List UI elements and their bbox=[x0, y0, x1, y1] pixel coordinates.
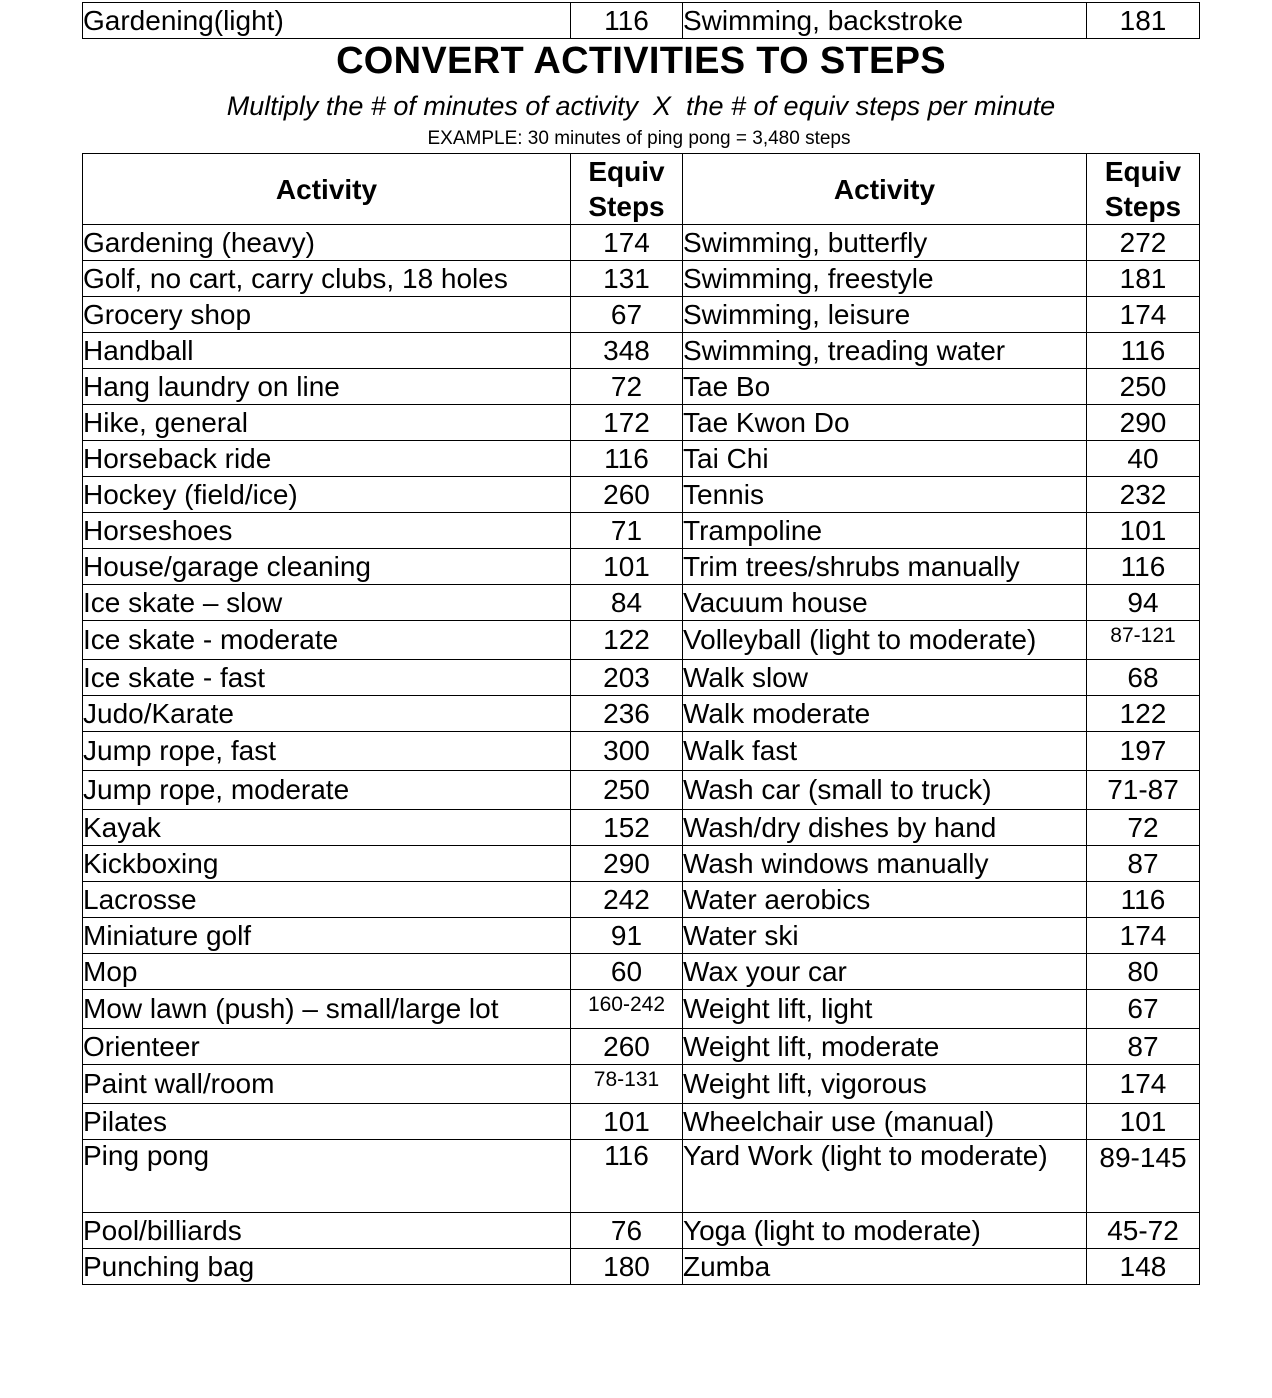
table-row bbox=[83, 1065, 1200, 1104]
activity-cell: Trampoline bbox=[683, 513, 1087, 549]
activity-cell: Ice skate - fast bbox=[83, 660, 571, 696]
activity-cell: Weight lift, light bbox=[683, 990, 1087, 1029]
steps-cell: 84 bbox=[571, 585, 683, 621]
activity-cell: Walk slow bbox=[683, 660, 1087, 696]
example-note: EXAMPLE: 30 minutes of ping pong = 3,480 steps bbox=[427, 128, 851, 149]
steps-cell: 174 bbox=[571, 225, 683, 261]
header-line: Steps bbox=[588, 191, 665, 222]
activity-cell: Vacuum house bbox=[683, 585, 1087, 621]
table-row bbox=[83, 1104, 1200, 1140]
table-row bbox=[83, 918, 1200, 954]
activity-cell: Wash/dry dishes by hand bbox=[683, 810, 1087, 846]
steps-cell: 236 bbox=[571, 696, 683, 732]
steps-cell: 101 bbox=[571, 1104, 683, 1140]
steps-cell: 45-72 bbox=[1087, 1213, 1200, 1249]
column-header-activity: Activity bbox=[83, 154, 571, 225]
steps-cell: 181 bbox=[1087, 261, 1200, 297]
steps-cell: 250 bbox=[1087, 369, 1200, 405]
steps-cell: 101 bbox=[1087, 513, 1200, 549]
steps-cell: 67 bbox=[1087, 990, 1200, 1029]
steps-cell: 87 bbox=[1087, 846, 1200, 882]
table-row bbox=[83, 441, 1200, 477]
steps-cell: 101 bbox=[1087, 1104, 1200, 1140]
activity-cell: Hike, general bbox=[83, 405, 571, 441]
activity-cell: Kickboxing bbox=[83, 846, 571, 882]
activity-cell: Ice skate - moderate bbox=[83, 621, 571, 660]
activity-cell: Orienteer bbox=[83, 1029, 571, 1065]
steps-cell: 122 bbox=[1087, 696, 1200, 732]
activity-cell: Punching bag bbox=[83, 1249, 571, 1285]
steps-cell: 197 bbox=[1087, 732, 1200, 771]
steps-cell: 131 bbox=[571, 261, 683, 297]
activity-cell: Golf, no cart, carry clubs, 18 holes bbox=[83, 261, 571, 297]
table-row bbox=[83, 297, 1200, 333]
steps-cell: 116 bbox=[571, 441, 683, 477]
steps-cell: 71 bbox=[571, 513, 683, 549]
activity-cell: Swimming, butterfly bbox=[683, 225, 1087, 261]
activity-cell: Horseshoes bbox=[83, 513, 571, 549]
activity-cell: Miniature golf bbox=[83, 918, 571, 954]
activity-cell: Walk moderate bbox=[683, 696, 1087, 732]
activity-cell: Tae Bo bbox=[683, 369, 1087, 405]
table-row bbox=[83, 477, 1200, 513]
steps-cell: 290 bbox=[1087, 405, 1200, 441]
table-row bbox=[83, 549, 1200, 585]
activity-cell: Volleyball (light to moderate) bbox=[683, 621, 1087, 660]
activity-cell: Lacrosse bbox=[83, 882, 571, 918]
steps-cell: 122 bbox=[571, 621, 683, 660]
activity-cell: Wash car (small to truck) bbox=[683, 771, 1087, 810]
top-continued-table bbox=[82, 2, 1200, 39]
activity-cell: Gardening (heavy) bbox=[83, 225, 571, 261]
steps-cell: 242 bbox=[571, 882, 683, 918]
activity-cell: Swimming, leisure bbox=[683, 297, 1087, 333]
table-row bbox=[83, 1249, 1200, 1285]
activity-cell: Hang laundry on line bbox=[83, 369, 571, 405]
steps-cell: 116 bbox=[1087, 882, 1200, 918]
steps-cell: 40 bbox=[1087, 441, 1200, 477]
activity-cell: Wash windows manually bbox=[683, 846, 1087, 882]
column-header-equiv-steps bbox=[1087, 154, 1200, 225]
steps-cell: 94 bbox=[1087, 585, 1200, 621]
activity-cell: Trim trees/shrubs manually bbox=[683, 549, 1087, 585]
activity-cell: Swimming, freestyle bbox=[683, 261, 1087, 297]
activity-cell: Grocery shop bbox=[83, 297, 571, 333]
steps-cell: 116 bbox=[571, 3, 683, 39]
activity-cell: Kayak bbox=[83, 810, 571, 846]
steps-cell: 272 bbox=[1087, 225, 1200, 261]
activity-cell: House/garage cleaning bbox=[83, 549, 571, 585]
steps-cell: 148 bbox=[1087, 1249, 1200, 1285]
header-line: Equiv bbox=[588, 156, 665, 187]
steps-cell: 152 bbox=[571, 810, 683, 846]
activity-cell: Mow lawn (push) – small/large lot bbox=[83, 990, 571, 1029]
steps-cell: 87-121 bbox=[1087, 621, 1200, 660]
steps-cell: 67 bbox=[571, 297, 683, 333]
steps-cell: 180 bbox=[571, 1249, 683, 1285]
activities-table bbox=[82, 153, 1200, 1285]
header-line: Equiv bbox=[1104, 156, 1182, 187]
table-row bbox=[83, 1140, 1200, 1213]
activity-cell: Wax your car bbox=[683, 954, 1087, 990]
steps-cell: 250 bbox=[571, 771, 683, 810]
activity-cell: Pilates bbox=[83, 1104, 571, 1140]
steps-cell: 91 bbox=[571, 918, 683, 954]
column-header-activity: Activity bbox=[683, 154, 1087, 225]
header-row bbox=[83, 154, 1200, 225]
steps-cell: 348 bbox=[571, 333, 683, 369]
activity-cell: Zumba bbox=[683, 1249, 1087, 1285]
steps-cell: 116 bbox=[1087, 333, 1200, 369]
steps-cell: 174 bbox=[1087, 297, 1200, 333]
activity-cell: Swimming, backstroke bbox=[683, 3, 1087, 39]
activity-cell: Hockey (field/ice) bbox=[83, 477, 571, 513]
steps-cell: 89-145 bbox=[1087, 1140, 1200, 1213]
table-row bbox=[83, 990, 1200, 1029]
steps-cell: 160-242 bbox=[571, 990, 683, 1029]
steps-cell: 290 bbox=[571, 846, 683, 882]
table-row bbox=[83, 954, 1200, 990]
table-row bbox=[83, 261, 1200, 297]
steps-cell: 72 bbox=[571, 369, 683, 405]
activity-cell: Water ski bbox=[683, 918, 1087, 954]
activity-cell: Paint wall/room bbox=[83, 1065, 571, 1104]
activity-cell: Tae Kwon Do bbox=[683, 405, 1087, 441]
table-row bbox=[83, 846, 1200, 882]
table-row bbox=[83, 810, 1200, 846]
table-row bbox=[83, 660, 1200, 696]
steps-cell: 78-131 bbox=[571, 1065, 683, 1104]
activity-cell: Jump rope, fast bbox=[83, 732, 571, 771]
steps-cell: 203 bbox=[571, 660, 683, 696]
table-row bbox=[83, 3, 1200, 39]
steps-cell: 260 bbox=[571, 1029, 683, 1065]
table-row bbox=[83, 369, 1200, 405]
table-row bbox=[83, 333, 1200, 369]
activity-cell: Weight lift, vigorous bbox=[683, 1065, 1087, 1104]
activity-cell: Weight lift, moderate bbox=[683, 1029, 1087, 1065]
table-row bbox=[83, 771, 1200, 810]
table-row bbox=[83, 225, 1200, 261]
table-row bbox=[83, 513, 1200, 549]
activity-cell: Wheelchair use (manual) bbox=[683, 1104, 1087, 1140]
activity-cell: Tennis bbox=[683, 477, 1087, 513]
steps-cell: 60 bbox=[571, 954, 683, 990]
table-row bbox=[83, 621, 1200, 660]
table-row bbox=[83, 1029, 1200, 1065]
header-line: Steps bbox=[1104, 191, 1182, 222]
table-row bbox=[83, 882, 1200, 918]
activity-cell: Water aerobics bbox=[683, 882, 1087, 918]
activity-cell: Gardening(light) bbox=[83, 3, 571, 39]
page-subtitle: Multiply the # of minutes of activity X the # of equiv steps per minute bbox=[226, 91, 1056, 121]
steps-cell: 116 bbox=[571, 1140, 683, 1213]
page-title: CONVERT ACTIVITIES TO STEPS bbox=[336, 40, 946, 82]
activity-cell: Mop bbox=[83, 954, 571, 990]
activity-cell: Ice skate – slow bbox=[83, 585, 571, 621]
activity-cell: Yoga (light to moderate) bbox=[683, 1213, 1087, 1249]
table-row bbox=[83, 696, 1200, 732]
steps-cell: 174 bbox=[1087, 918, 1200, 954]
activity-cell: Yard Work (light to moderate) bbox=[683, 1140, 1087, 1213]
activity-cell: Walk fast bbox=[683, 732, 1087, 771]
activity-cell: Swimming, treading water bbox=[683, 333, 1087, 369]
steps-cell: 101 bbox=[571, 549, 683, 585]
table-row bbox=[83, 585, 1200, 621]
activity-cell: Tai Chi bbox=[683, 441, 1087, 477]
table-row bbox=[83, 1213, 1200, 1249]
table-row bbox=[83, 732, 1200, 771]
steps-cell: 172 bbox=[571, 405, 683, 441]
activity-cell: Horseback ride bbox=[83, 441, 571, 477]
steps-cell: 260 bbox=[571, 477, 683, 513]
steps-cell: 68 bbox=[1087, 660, 1200, 696]
steps-cell: 87 bbox=[1087, 1029, 1200, 1065]
steps-cell: 181 bbox=[1087, 3, 1200, 39]
table-body bbox=[83, 225, 1200, 1285]
steps-cell: 116 bbox=[1087, 549, 1200, 585]
steps-cell: 300 bbox=[571, 732, 683, 771]
steps-cell: 232 bbox=[1087, 477, 1200, 513]
table-row bbox=[83, 405, 1200, 441]
activity-cell: Pool/billiards bbox=[83, 1213, 571, 1249]
steps-cell: 76 bbox=[571, 1213, 683, 1249]
steps-cell: 71-87 bbox=[1087, 771, 1200, 810]
steps-cell: 80 bbox=[1087, 954, 1200, 990]
column-header-equiv-steps bbox=[571, 154, 683, 225]
activity-cell: Ping pong bbox=[83, 1140, 571, 1213]
activity-cell: Judo/Karate bbox=[83, 696, 571, 732]
steps-cell: 72 bbox=[1087, 810, 1200, 846]
steps-cell: 174 bbox=[1087, 1065, 1200, 1104]
activity-cell: Handball bbox=[83, 333, 571, 369]
activity-cell: Jump rope, moderate bbox=[83, 771, 571, 810]
